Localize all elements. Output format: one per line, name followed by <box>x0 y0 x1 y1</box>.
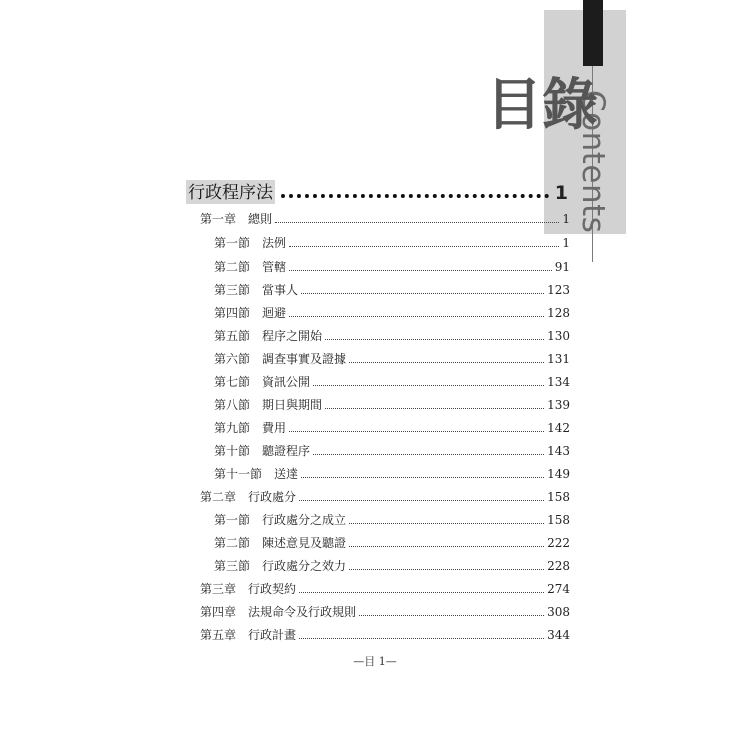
entry-page: 131 <box>547 352 570 366</box>
entry-name: 行政計畫 <box>248 628 297 642</box>
toc-entry <box>214 463 570 481</box>
toc-entry <box>200 624 570 642</box>
entry-name: 行政處分 <box>248 490 297 504</box>
dot-leader <box>349 569 544 570</box>
entry-label: 第八節 <box>214 398 251 412</box>
contents-side-label: Contents <box>575 90 611 234</box>
entry-label: 第三節 <box>214 559 251 573</box>
entry-label: 第一章 <box>200 212 237 226</box>
dot-leader <box>275 222 559 223</box>
dot-leader <box>301 293 544 294</box>
decorative-bar <box>583 0 603 66</box>
dot-leader <box>325 339 544 340</box>
toc-entry <box>214 509 570 527</box>
main-section-title: 行政程序法 <box>186 180 275 204</box>
dot-leader <box>313 385 544 386</box>
dot-leader <box>325 408 544 409</box>
entry-name: 迴避 <box>262 306 287 320</box>
entry-label: 第二節 <box>214 536 251 550</box>
main-section-header <box>186 178 568 204</box>
dot-leader <box>289 316 544 317</box>
toc-entry <box>214 325 570 343</box>
entry-label: 第三章 <box>200 582 237 596</box>
entry-page: 228 <box>547 559 570 573</box>
toc-entry <box>214 371 570 389</box>
entry-page: 158 <box>547 490 570 504</box>
page-title: 目錄 <box>486 72 598 138</box>
toc-entry <box>200 208 570 226</box>
dot-leader <box>359 615 544 616</box>
entry-label: 第四節 <box>214 306 251 320</box>
entry-name: 陳述意見及聽證 <box>262 536 347 550</box>
entry-label: 第三節 <box>214 283 251 297</box>
dot-leader <box>289 270 552 271</box>
toc-entry <box>214 440 570 458</box>
entry-page: 143 <box>547 444 570 458</box>
toc-entry <box>214 348 570 366</box>
toc-entry <box>214 394 570 412</box>
entry-label: 第五節 <box>214 329 251 343</box>
entry-name: 行政處分之成立 <box>262 513 347 527</box>
entry-name: 當事人 <box>262 283 299 297</box>
entry-label: 第九節 <box>214 421 251 435</box>
entry-page: 139 <box>547 398 570 412</box>
entry-name: 資訊公開 <box>262 375 311 389</box>
entry-name: 費用 <box>262 421 287 435</box>
entry-name: 法例 <box>262 236 287 250</box>
entry-page: 308 <box>547 605 570 619</box>
entry-label: 第二節 <box>214 260 251 274</box>
entry-name: 行政處分之效力 <box>262 559 347 573</box>
toc-entry <box>214 555 570 573</box>
entry-page: 1 <box>562 212 570 226</box>
main-section-page: 1 <box>554 182 568 204</box>
dot-leader <box>299 638 544 639</box>
entry-page: 123 <box>547 283 570 297</box>
entry-page: 158 <box>547 513 570 527</box>
dot-leader <box>349 523 544 524</box>
entry-page: 274 <box>547 582 570 596</box>
entry-page: 149 <box>547 467 570 481</box>
dot-leader <box>299 592 544 593</box>
entry-label: 第一節 <box>214 513 251 527</box>
toc-entry <box>200 578 570 596</box>
entry-name: 管轄 <box>262 260 287 274</box>
dot-leader <box>299 500 544 501</box>
toc-entry <box>214 232 570 250</box>
entry-label: 第四章 <box>200 605 237 619</box>
toc-entry <box>214 417 570 435</box>
entry-label: 第二章 <box>200 490 237 504</box>
entry-name: 送達 <box>274 467 299 481</box>
dot-leader <box>289 431 544 432</box>
entry-name: 總則 <box>248 212 273 226</box>
dot-leader <box>349 362 544 363</box>
entry-page: 134 <box>547 375 570 389</box>
entry-name: 期日與期間 <box>262 398 323 412</box>
toc-entry <box>214 532 570 550</box>
entry-name: 程序之開始 <box>262 329 323 343</box>
entry-page: 142 <box>547 421 570 435</box>
entry-name: 法規命令及行政規則 <box>248 605 357 619</box>
entry-page: 222 <box>547 536 570 550</box>
dot-leader <box>313 454 544 455</box>
entry-page: 1 <box>562 236 570 250</box>
toc-entry <box>200 486 570 504</box>
entry-label: 第五章 <box>200 628 237 642</box>
entry-name: 聽證程序 <box>262 444 311 458</box>
toc-entry <box>214 302 570 320</box>
entry-label: 第七節 <box>214 375 251 389</box>
entry-page: 91 <box>554 260 570 274</box>
dot-leader <box>289 246 559 247</box>
dot-leader <box>301 477 544 478</box>
entry-page: 128 <box>547 306 570 320</box>
entry-name: 調查事實及證據 <box>262 352 347 366</box>
entry-name: 行政契約 <box>248 582 297 596</box>
page-footer: —目 1— <box>353 655 397 668</box>
entry-label: 第一節 <box>214 236 251 250</box>
entry-label: 第十一節 <box>214 467 263 481</box>
entry-label: 第十節 <box>214 444 251 458</box>
entry-page: 344 <box>547 628 570 642</box>
toc-entry <box>214 256 570 274</box>
dot-leader <box>281 194 549 198</box>
dot-leader <box>349 546 544 547</box>
toc-entry <box>200 601 570 619</box>
entry-label: 第六節 <box>214 352 251 366</box>
entry-page: 130 <box>547 329 570 343</box>
toc-entry <box>214 279 570 297</box>
